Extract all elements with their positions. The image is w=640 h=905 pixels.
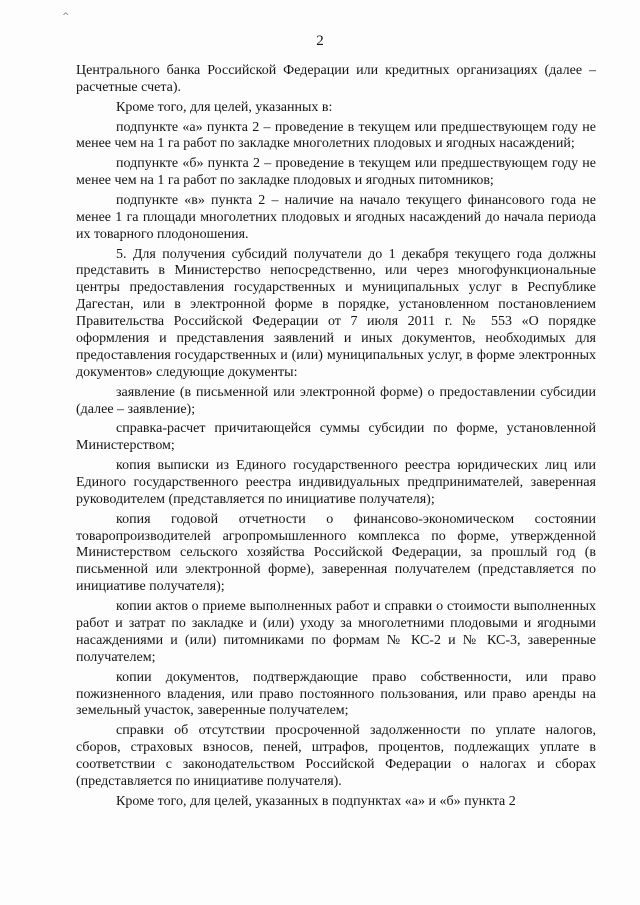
- paragraph-work-acts: копии актов о приеме выполненных работ и справки о стоимости выполненных работ и затрат по закладке и (или) уходу за многолетними плодовыми и ягодными насаждениями и (или) питомниками по формам № КС-2 и № КС-3, заверенные получателем;: [76, 599, 596, 665]
- scan-corner-mark: ^: [62, 12, 70, 22]
- paragraph-additional-purposes: Кроме того, для целей, указанных в подпунктах «а» и «б» пункта 2: [116, 793, 516, 809]
- paragraph-land-rights: копии документов, подтверждающие право собственности, или право пожизненного владения, или право постоянного пользования, или право аренды на земельный участок, заверенные получателем;: [76, 669, 596, 719]
- paragraph-continuation: Центрального банка Российской Федерации или кредитных организациях (далее – расчетные счета).: [76, 63, 596, 95]
- paragraph-subpoint-v: подпункте «в» пункта 2 – наличие на начало текущего финансового года не менее 1 га площади многолетних плодовых и ягодных насаждений до начала периода их товарного плодоношения.: [76, 192, 596, 242]
- page-number: 2: [316, 33, 324, 49]
- document-body: [76, 63, 596, 814]
- paragraph-application: заявление (в письменной или электронной форме) о предоставлении субсидии (далее – заявление);: [76, 384, 596, 417]
- paragraph-calculation-note: справка-расчет причитающейся суммы субсидии по форме, установленной Министерством;: [76, 421, 596, 454]
- paragraph-item-5: 5. Для получения субсидий получатели до 1 декабря текущего года должны представить в Министерство непосредственно, или через многофункциональные центры предоставления государственных и муниципальных услуг в Республике Дагестан, или в электронной форме в порядке, установленном постановлением Правительства Российской Федерации от 7 июля 2011 г. № 553 «О порядке оформления и представления заявлений и иных документов, необходимых для предоставления государственных и (или) муниципальных услуг, в форме электронных документов» следующие документы:: [76, 246, 596, 380]
- paragraph-subpoint-b: подпункте «б» пункта 2 – проведение в текущем или предшествующем году не менее чем на 1 га работ по закладке плодовых и ягодных питомников;: [76, 156, 596, 189]
- paragraph-purposes-intro: Кроме того, для целей, указанных в:: [116, 99, 333, 115]
- paragraph-subpoint-a: подпункте «а» пункта 2 – проведение в текущем или предшествующем году не менее чем на 1 га работ по закладке многолетних плодовых и ягодных насаждений;: [76, 119, 596, 152]
- paragraph-tax-certificates: справки об отсутствии просроченной задолженности по уплате налогов, сборов, страховых взносов, пеней, штрафов, процентов, подлежащих уплате в соответствии с законодательством Российской Федерации о налогах и сборах (представляется по инициативе получателя).: [76, 723, 596, 789]
- paragraph-annual-report: копия годовой отчетности о финансово-экономическом состоянии товаропроизводителей агропромышленного комплекса по форме, утвержденной Министерством сельского хозяйства Российской Федерации, за прошлый год (в письменной или электронной форме), заверенная получателем (представляется по инициативе получателя);: [76, 511, 596, 595]
- paragraph-registry-extract: копия выписки из Единого государственного реестра юридических лиц или Единого государственного реестра индивидуальных предпринимателей, заверенная руководителем (представляется по инициативе получателя);: [76, 458, 596, 507]
